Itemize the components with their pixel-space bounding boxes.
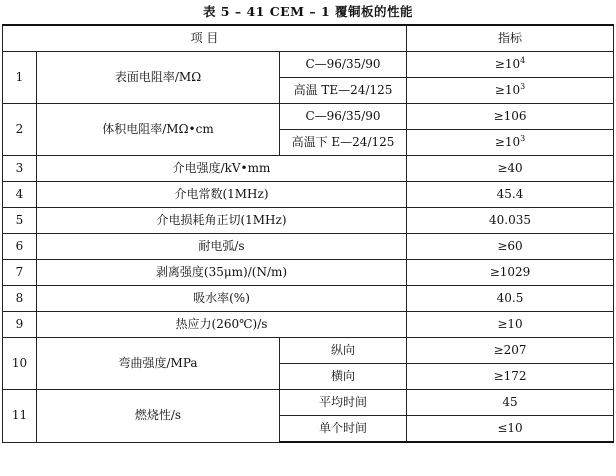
value: ≥207 xyxy=(407,338,614,364)
row-number: 3 xyxy=(3,156,37,182)
value xyxy=(407,78,614,104)
value: ≤10 xyxy=(407,416,614,443)
table-row xyxy=(3,234,614,260)
row-number: 8 xyxy=(3,286,37,312)
row-number: 11 xyxy=(3,390,37,443)
property-name: 表面电阻率/MΩ xyxy=(37,52,280,104)
row-number: 1 xyxy=(3,52,37,104)
condition: C—96/35/90 xyxy=(280,104,407,130)
value-text: ≥106 xyxy=(493,109,527,123)
table-row xyxy=(3,208,614,234)
table-row xyxy=(3,390,614,416)
header-index: 指标 xyxy=(407,25,614,52)
value: 45.4 xyxy=(407,182,614,208)
value: ≥172 xyxy=(407,364,614,390)
row-number: 9 xyxy=(3,312,37,338)
table-row xyxy=(3,286,614,312)
value xyxy=(407,130,614,156)
value: 40.5 xyxy=(407,286,614,312)
value xyxy=(407,52,614,78)
property-name: 吸水率(%) xyxy=(37,286,407,312)
condition: 平均时间 xyxy=(280,390,407,416)
value: ≥1029 xyxy=(407,260,614,286)
value-exponent: 3 xyxy=(520,134,526,143)
value-text: ≥10 xyxy=(494,135,521,149)
property-name: 介电常数(1MHz) xyxy=(37,182,407,208)
table-row xyxy=(3,104,614,130)
table-row xyxy=(3,52,614,78)
table-row xyxy=(3,312,614,338)
row-number: 4 xyxy=(3,182,37,208)
condition: 横向 xyxy=(280,364,407,390)
row-number: 6 xyxy=(3,234,37,260)
value: ≥10 xyxy=(407,312,614,338)
row-number: 2 xyxy=(3,104,37,156)
value: 45 xyxy=(407,390,614,416)
table-row xyxy=(3,338,614,364)
value-exponent: 4 xyxy=(520,56,526,65)
table-caption: 表 5 – 41 CEM – 1 覆铜板的性能 xyxy=(202,4,414,19)
condition: C—96/35/90 xyxy=(280,52,407,78)
table-row xyxy=(3,182,614,208)
property-name: 耐电弧/s xyxy=(37,234,407,260)
value: ≥60 xyxy=(407,234,614,260)
header-item: 项 目 xyxy=(3,25,407,52)
value-text: ≥10 xyxy=(494,57,521,71)
condition: 高温下 E—24/125 xyxy=(280,130,407,156)
property-name: 体积电阻率/MΩ•cm xyxy=(37,104,280,156)
table-row xyxy=(3,260,614,286)
table-header-row xyxy=(3,25,614,52)
value: 40.035 xyxy=(407,208,614,234)
property-name: 热应力(260℃)/s xyxy=(37,312,407,338)
condition: 高温 TE—24/125 xyxy=(280,78,407,104)
table-row xyxy=(3,156,614,182)
value-text: ≥10 xyxy=(494,83,521,97)
condition: 单个时间 xyxy=(280,416,407,443)
condition: 纵向 xyxy=(280,338,407,364)
property-name: 弯曲强度/MPa xyxy=(37,338,280,390)
row-number: 5 xyxy=(3,208,37,234)
properties-table xyxy=(2,24,614,443)
property-name: 介电强度/kV•mm xyxy=(37,156,407,182)
value-exponent: 3 xyxy=(520,82,526,91)
property-name: 燃烧性/s xyxy=(37,390,280,443)
property-name: 介电损耗角正切(1MHz) xyxy=(37,208,407,234)
value xyxy=(407,104,614,130)
value: ≥40 xyxy=(407,156,614,182)
property-name: 剥离强度(35μm)/(N/m) xyxy=(37,260,407,286)
row-number: 7 xyxy=(3,260,37,286)
row-number: 10 xyxy=(3,338,37,390)
